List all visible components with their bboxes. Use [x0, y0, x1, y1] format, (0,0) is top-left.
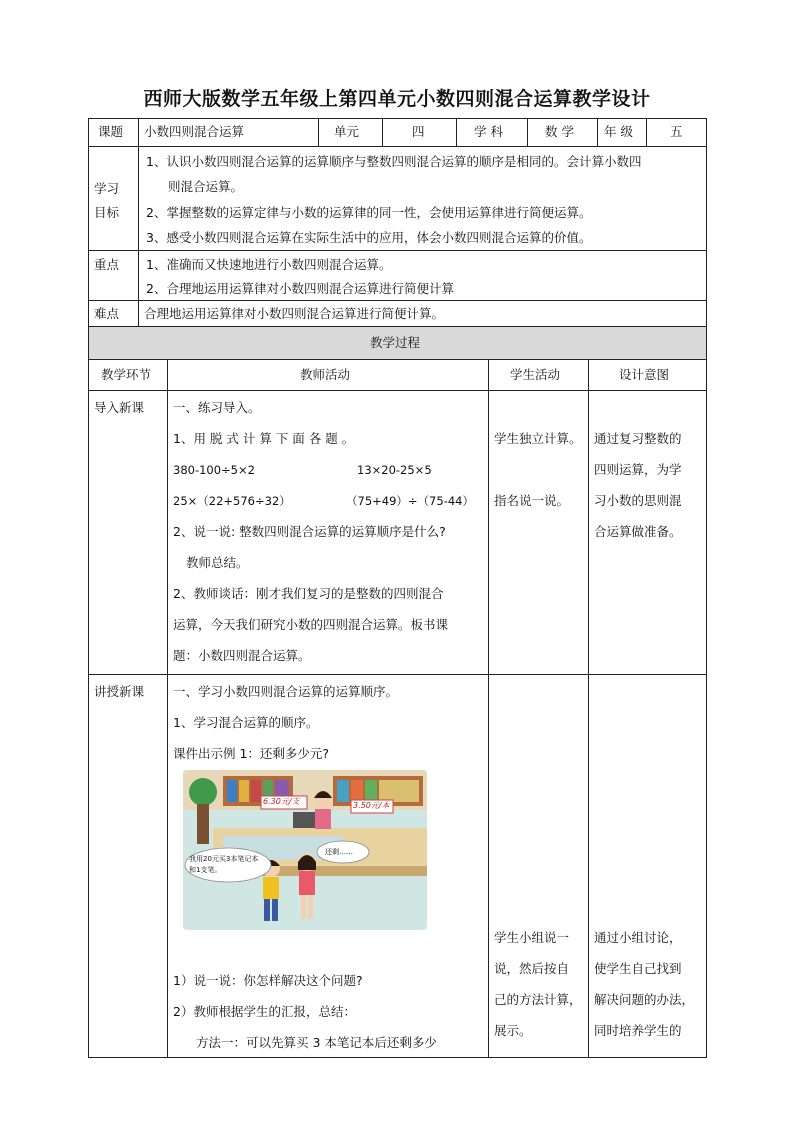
- difficulty-text: 合理地运用运算律对小数四则混合运算进行简便计算。: [144, 306, 445, 321]
- student-activity: 学生小组说一: [494, 930, 570, 945]
- column-teacher: 教师活动: [300, 367, 351, 382]
- design-intent: 合运算做准备。: [594, 524, 682, 539]
- process-title: 教学过程: [370, 335, 421, 350]
- stage-new-lesson: 讲授新课: [94, 684, 145, 699]
- teacher-line: 方法一：可以先算买 3 本笔记本后还剩多少: [196, 1035, 437, 1050]
- grade-label: 年 级: [604, 124, 633, 139]
- student-activity: 指名说一说。: [494, 493, 570, 508]
- column-student: 学生活动: [510, 367, 561, 382]
- student-activity: 展示。: [494, 1023, 532, 1038]
- teacher-line: 一、学习小数四则混合运算的运算顺序。: [173, 684, 399, 699]
- teacher-line: 运算，今天我们研究小数的四则混合运算。板书课: [173, 617, 449, 632]
- topic-value: 小数四则混合运算: [144, 124, 245, 139]
- design-intent: 通过小组讨论，: [594, 930, 682, 945]
- student-activity: 学生独立计算。: [494, 431, 582, 446]
- speech-bubble-boy-line1: 我用20元买3本笔记本: [189, 855, 259, 863]
- subject-label: 学 科: [474, 124, 503, 139]
- design-intent: 四则运算，为学: [594, 462, 682, 477]
- speech-bubble-girl: 还剩……: [325, 848, 353, 856]
- design-intent: 习小数的思则混: [594, 493, 682, 508]
- unit-value: 四: [412, 124, 425, 139]
- difficulty-label: 难点: [94, 306, 120, 321]
- teacher-line: 2、教师谈话：刚才我们复习的是整数的四则混合: [173, 586, 444, 601]
- document-title: 西师大版数学五年级上第四单元小数四则混合运算教学设计: [143, 88, 651, 110]
- speech-bubble-boy-line2: 和1支笔。: [189, 866, 222, 874]
- price-tag-notebook: 3.50元/本: [353, 801, 390, 810]
- goal-item: 2、掌握整数的运算定律与小数的运算律的同一性，会使用运算律进行简便运算。: [146, 205, 592, 220]
- teacher-line: 1、学习混合运算的顺序。: [173, 715, 319, 730]
- teacher-line: 课件出示例 1：还剩多少元?: [173, 746, 330, 761]
- teacher-line: 1、用 脱 式 计 算 下 面 各 题 。: [173, 431, 355, 446]
- expression: （75+49）÷（75-44）: [346, 494, 474, 508]
- teacher-line: 2）教师根据学生的汇报，总结：: [173, 1004, 356, 1019]
- teacher-line: 2、说一说: 整数四则混合运算的运算顺序是什么?: [173, 524, 446, 539]
- design-intent: 同时培养学生的: [594, 1023, 682, 1038]
- key-point-item: 2、合理地运用运算律对小数四则混合运算进行简便计算: [146, 281, 454, 296]
- expression: 13×20-25×5: [357, 463, 432, 477]
- student-activity: 说，然后按自: [494, 961, 570, 976]
- grade-value: 五: [670, 124, 683, 139]
- design-intent: 使学生自己找到: [594, 961, 682, 976]
- shop-scene-drawing: [183, 770, 427, 930]
- stage-intro: 导入新课: [94, 400, 145, 415]
- goal-item: 1、认识小数四则混合运算的运算顺序与整数四则混合运算的顺序是相同的。会计算小数四: [146, 154, 642, 169]
- goals-label-2: 目标: [94, 205, 120, 220]
- key-points-label: 重点: [94, 257, 120, 272]
- expression: 25×（22+576÷32）: [173, 494, 291, 508]
- column-intent: 设计意图: [619, 367, 670, 382]
- teacher-line: 题：小数四则混合运算。: [173, 648, 311, 663]
- key-point-item: 1、准确而又快速地进行小数四则混合运算。: [146, 257, 392, 272]
- expression: 380-100÷5×2: [173, 463, 255, 477]
- goals-label-1: 学习: [94, 181, 120, 196]
- price-tag-pen: 6.30元/支: [263, 797, 300, 806]
- goal-item: 3、感受小数四则混合运算在实际生活中的应用，体会小数四则混合运算的价值。: [146, 230, 592, 245]
- subject-value: 数 学: [545, 124, 574, 139]
- teacher-line: 1）说一说：你怎样解决这个问题?: [173, 973, 363, 988]
- column-stage: 教学环节: [101, 367, 152, 382]
- topic-label: 课题: [98, 124, 124, 139]
- unit-label: 单元: [334, 124, 360, 139]
- design-intent: 通过复习整数的: [594, 431, 682, 446]
- student-activity: 己的方法计算，: [494, 992, 582, 1007]
- teacher-line: 一、练习导入。: [173, 400, 261, 415]
- example-illustration: [183, 770, 427, 930]
- teacher-line: 教师总结。: [186, 555, 249, 570]
- design-intent: 解决问题的办法，: [594, 992, 695, 1007]
- goal-item: 则混合运算。: [168, 179, 244, 194]
